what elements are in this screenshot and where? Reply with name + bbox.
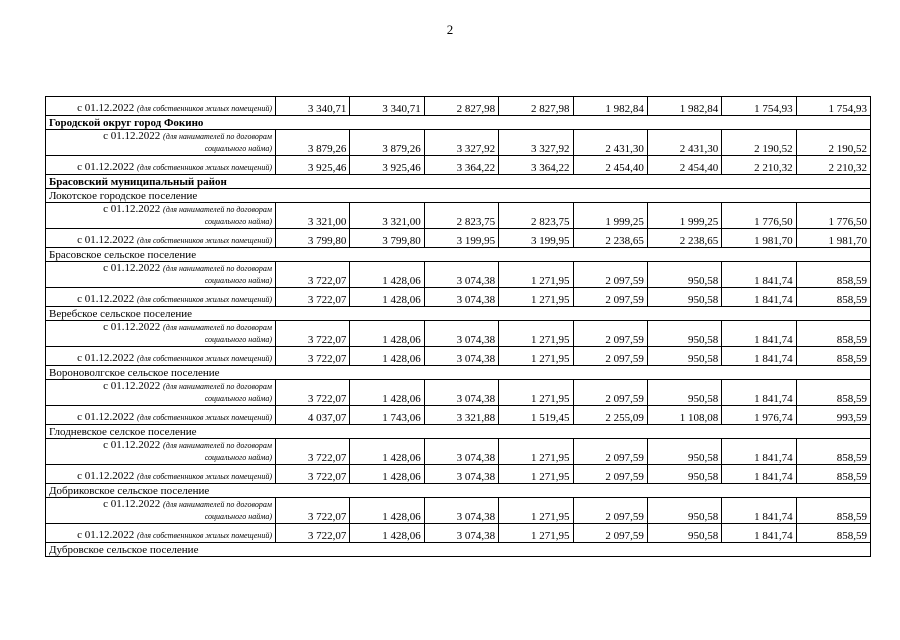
row-label-note: (для нанимателей по договорам [163, 132, 272, 141]
row-label [46, 380, 276, 406]
row-label-date: с 01.12.2022 [77, 529, 135, 541]
table-cell: 3 074,38 [424, 288, 498, 307]
row-label-date: с 01.12.2022 [77, 293, 135, 305]
table-cell: 1 982,84 [647, 97, 721, 116]
table-cell: 2 190,52 [796, 130, 870, 156]
table-cell: 3 722,07 [276, 498, 350, 524]
row-label [46, 439, 276, 465]
table-row [46, 439, 871, 465]
table-cell: 2 827,98 [499, 97, 573, 116]
table-cell: 3 199,95 [424, 229, 498, 248]
table-cell: 3 722,07 [276, 465, 350, 484]
table-cell: 950,58 [647, 524, 721, 543]
table-cell: 1 841,74 [722, 465, 796, 484]
table-cell: 1 841,74 [722, 262, 796, 288]
table-cell: 3 799,80 [276, 229, 350, 248]
table-cell: 1 271,95 [499, 465, 573, 484]
table-cell: 2 823,75 [424, 203, 498, 229]
row-label-note: (для собственников жилых помещений) [137, 104, 272, 113]
table-cell: 950,58 [647, 262, 721, 288]
row-label-date: с 01.12.2022 [103, 130, 161, 142]
table-cell: 1 108,08 [647, 406, 721, 425]
table-cell: 1 841,74 [722, 321, 796, 347]
table-cell: 1 428,06 [350, 380, 424, 406]
table-cell: 2 097,59 [573, 347, 647, 366]
row-label-note: (для нанимателей по договорам [163, 323, 272, 332]
row-label-note-cont: социального найма) [204, 217, 272, 226]
table-cell: 1 428,06 [350, 262, 424, 288]
row-label-note-cont: социального найма) [204, 453, 272, 462]
row-label [46, 406, 276, 425]
table-cell: 4 037,07 [276, 406, 350, 425]
table-cell: 2 238,65 [573, 229, 647, 248]
table-row [46, 130, 871, 156]
row-label [46, 524, 276, 543]
table-cell: 1 519,45 [499, 406, 573, 425]
row-label [46, 465, 276, 484]
row-label [46, 203, 276, 229]
table-cell: 2 097,59 [573, 465, 647, 484]
table-cell: 950,58 [647, 380, 721, 406]
table-cell: 1 841,74 [722, 524, 796, 543]
table-cell: 1 841,74 [722, 380, 796, 406]
table-cell: 858,59 [796, 439, 870, 465]
table-row [46, 262, 871, 288]
table-cell: 2 210,32 [796, 156, 870, 175]
row-label-note: (для нанимателей по договорам [163, 500, 272, 509]
row-label [46, 262, 276, 288]
section-row [46, 484, 871, 498]
table-cell: 1 428,06 [350, 347, 424, 366]
table-cell: 3 879,26 [350, 130, 424, 156]
table-cell: 3 925,46 [350, 156, 424, 175]
table-cell: 858,59 [796, 347, 870, 366]
section-row [46, 248, 871, 262]
row-label-note: (для собственников жилых помещений) [137, 163, 272, 172]
row-label-note: (для нанимателей по договорам [163, 205, 272, 214]
table-cell: 950,58 [647, 498, 721, 524]
table-cell: 3 722,07 [276, 347, 350, 366]
table-cell: 1 841,74 [722, 347, 796, 366]
row-label-note: (для собственников жилых помещений) [137, 472, 272, 481]
row-label-date: с 01.12.2022 [77, 470, 135, 482]
table-cell: 1 981,70 [722, 229, 796, 248]
table-cell: 3 074,38 [424, 465, 498, 484]
table-cell: 2 431,30 [647, 130, 721, 156]
table-cell: 2 210,32 [722, 156, 796, 175]
table-cell: 3 074,38 [424, 380, 498, 406]
row-label-note: (для нанимателей по договорам [163, 382, 272, 391]
table-cell: 3 074,38 [424, 524, 498, 543]
row-label-date: с 01.12.2022 [103, 203, 161, 215]
row-label-note: (для нанимателей по договорам [163, 264, 272, 273]
table-cell: 3 340,71 [350, 97, 424, 116]
table-cell: 3 074,38 [424, 321, 498, 347]
table-cell: 1 841,74 [722, 439, 796, 465]
table-cell: 3 925,46 [276, 156, 350, 175]
table-row [46, 203, 871, 229]
table-cell: 3 722,07 [276, 524, 350, 543]
row-label-note: (для собственников жилых помещений) [137, 236, 272, 245]
table-cell: 2 190,52 [722, 130, 796, 156]
table-cell: 1 271,95 [499, 288, 573, 307]
section-row [46, 116, 871, 130]
section-title: Дубровское сельское поселение [46, 543, 871, 557]
row-label-date: с 01.12.2022 [103, 498, 161, 510]
section-row [46, 175, 871, 189]
section-row [46, 307, 871, 321]
row-label [46, 156, 276, 175]
section-row [46, 543, 871, 557]
tariff-table [45, 96, 871, 557]
row-label-note: (для собственников жилых помещений) [137, 531, 272, 540]
table-cell: 1 428,06 [350, 465, 424, 484]
section-title: Локотское городское поселение [46, 189, 871, 203]
table-cell: 3 722,07 [276, 439, 350, 465]
table-cell: 858,59 [796, 465, 870, 484]
table-cell: 2 097,59 [573, 439, 647, 465]
table-cell: 1 981,70 [796, 229, 870, 248]
row-label [46, 229, 276, 248]
row-label-date: с 01.12.2022 [103, 439, 161, 451]
table-cell: 950,58 [647, 347, 721, 366]
section-title: Городской округ город Фокино [46, 116, 871, 130]
table-cell: 1 428,06 [350, 288, 424, 307]
table-cell: 2 823,75 [499, 203, 573, 229]
table-cell: 950,58 [647, 288, 721, 307]
row-label-date: с 01.12.2022 [77, 102, 135, 114]
table-cell: 1 976,74 [722, 406, 796, 425]
table-cell: 2 238,65 [647, 229, 721, 248]
table-cell: 2 431,30 [573, 130, 647, 156]
table-cell: 1 743,06 [350, 406, 424, 425]
table-cell: 1 271,95 [499, 321, 573, 347]
section-row [46, 425, 871, 439]
table-cell: 1 271,95 [499, 262, 573, 288]
row-label [46, 321, 276, 347]
table-cell: 950,58 [647, 465, 721, 484]
table-row [46, 465, 871, 484]
table-cell: 1 428,06 [350, 498, 424, 524]
table-cell: 3 364,22 [424, 156, 498, 175]
row-label-date: с 01.12.2022 [77, 352, 135, 364]
table-cell: 3 722,07 [276, 262, 350, 288]
table-cell: 858,59 [796, 524, 870, 543]
table-cell: 993,59 [796, 406, 870, 425]
table-cell: 3 074,38 [424, 262, 498, 288]
table-cell: 1 271,95 [499, 524, 573, 543]
table-cell: 3 321,00 [350, 203, 424, 229]
table-cell: 2 454,40 [573, 156, 647, 175]
row-label [46, 130, 276, 156]
row-label-note: (для нанимателей по договорам [163, 441, 272, 450]
section-title: Веребское сельское поселение [46, 307, 871, 321]
table-cell: 1 754,93 [722, 97, 796, 116]
table-cell: 1 754,93 [796, 97, 870, 116]
table-cell: 2 097,59 [573, 498, 647, 524]
table-cell: 3 722,07 [276, 321, 350, 347]
table-row [46, 288, 871, 307]
tariff-table-body [46, 97, 871, 557]
table-cell: 858,59 [796, 321, 870, 347]
table-cell: 3 074,38 [424, 498, 498, 524]
table-cell: 2 097,59 [573, 262, 647, 288]
row-label-note-cont: социального найма) [204, 335, 272, 344]
row-label-note-cont: социального найма) [204, 276, 272, 285]
section-title: Вороноволгское сельское поселение [46, 366, 871, 380]
row-label-date: с 01.12.2022 [77, 411, 135, 423]
section-title: Глодневское селское поселение [46, 425, 871, 439]
table-row [46, 524, 871, 543]
table-row [46, 321, 871, 347]
table-cell: 2 454,40 [647, 156, 721, 175]
row-label [46, 498, 276, 524]
row-label-note-cont: социального найма) [204, 512, 272, 521]
table-cell: 2 097,59 [573, 288, 647, 307]
row-label-note-cont: социального найма) [204, 394, 272, 403]
table-row [46, 380, 871, 406]
row-label-date: с 01.12.2022 [77, 234, 135, 246]
table-cell: 2 827,98 [424, 97, 498, 116]
table-cell: 3 074,38 [424, 439, 498, 465]
table-cell: 950,58 [647, 321, 721, 347]
table-cell: 3 799,80 [350, 229, 424, 248]
table-cell: 1 776,50 [722, 203, 796, 229]
row-label-date: с 01.12.2022 [103, 380, 161, 392]
table-cell: 3 722,07 [276, 288, 350, 307]
table-cell: 2 255,09 [573, 406, 647, 425]
table-cell: 3 722,07 [276, 380, 350, 406]
table-cell: 1 271,95 [499, 439, 573, 465]
table-cell: 1 428,06 [350, 321, 424, 347]
section-title: Брасовское сельское поселение [46, 248, 871, 262]
table-cell: 3 321,00 [276, 203, 350, 229]
row-label [46, 288, 276, 307]
table-row [46, 406, 871, 425]
table-cell: 1 841,74 [722, 498, 796, 524]
table-cell: 3 340,71 [276, 97, 350, 116]
row-label-note: (для собственников жилых помещений) [137, 413, 272, 422]
table-cell: 1 271,95 [499, 347, 573, 366]
table-cell: 1 271,95 [499, 498, 573, 524]
row-label-note-cont: социального найма) [204, 144, 272, 153]
table-cell: 858,59 [796, 498, 870, 524]
table-cell: 858,59 [796, 262, 870, 288]
table-cell: 1 428,06 [350, 524, 424, 543]
row-label-date: с 01.12.2022 [103, 262, 161, 274]
table-row [46, 498, 871, 524]
row-label-date: с 01.12.2022 [77, 161, 135, 173]
table-cell: 1 999,25 [573, 203, 647, 229]
table-cell: 1 999,25 [647, 203, 721, 229]
table-cell: 3 074,38 [424, 347, 498, 366]
section-title: Добриковское сельское поселение [46, 484, 871, 498]
section-row [46, 189, 871, 203]
row-label [46, 97, 276, 116]
row-label-note: (для собственников жилых помещений) [137, 354, 272, 363]
table-cell: 2 097,59 [573, 321, 647, 347]
section-title: Брасовский муниципальный район [46, 175, 871, 189]
table-cell: 3 364,22 [499, 156, 573, 175]
table-cell: 1 841,74 [722, 288, 796, 307]
table-cell: 2 097,59 [573, 524, 647, 543]
table-cell: 950,58 [647, 439, 721, 465]
row-label [46, 347, 276, 366]
row-label-date: с 01.12.2022 [103, 321, 161, 333]
row-label-note: (для собственников жилых помещений) [137, 295, 272, 304]
table-row [46, 156, 871, 175]
table-cell: 3 879,26 [276, 130, 350, 156]
table-cell: 858,59 [796, 288, 870, 307]
table-row [46, 347, 871, 366]
table-row [46, 229, 871, 248]
table-cell: 1 271,95 [499, 380, 573, 406]
table-cell: 3 321,88 [424, 406, 498, 425]
table-cell: 1 776,50 [796, 203, 870, 229]
table-cell: 858,59 [796, 380, 870, 406]
table-row [46, 97, 871, 116]
table-cell: 3 199,95 [499, 229, 573, 248]
table-cell: 2 097,59 [573, 380, 647, 406]
table-cell: 3 327,92 [424, 130, 498, 156]
page-number: 2 [446, 22, 454, 37]
table-cell: 1 982,84 [573, 97, 647, 116]
table-cell: 1 428,06 [350, 439, 424, 465]
table-cell: 3 327,92 [499, 130, 573, 156]
section-row [46, 366, 871, 380]
